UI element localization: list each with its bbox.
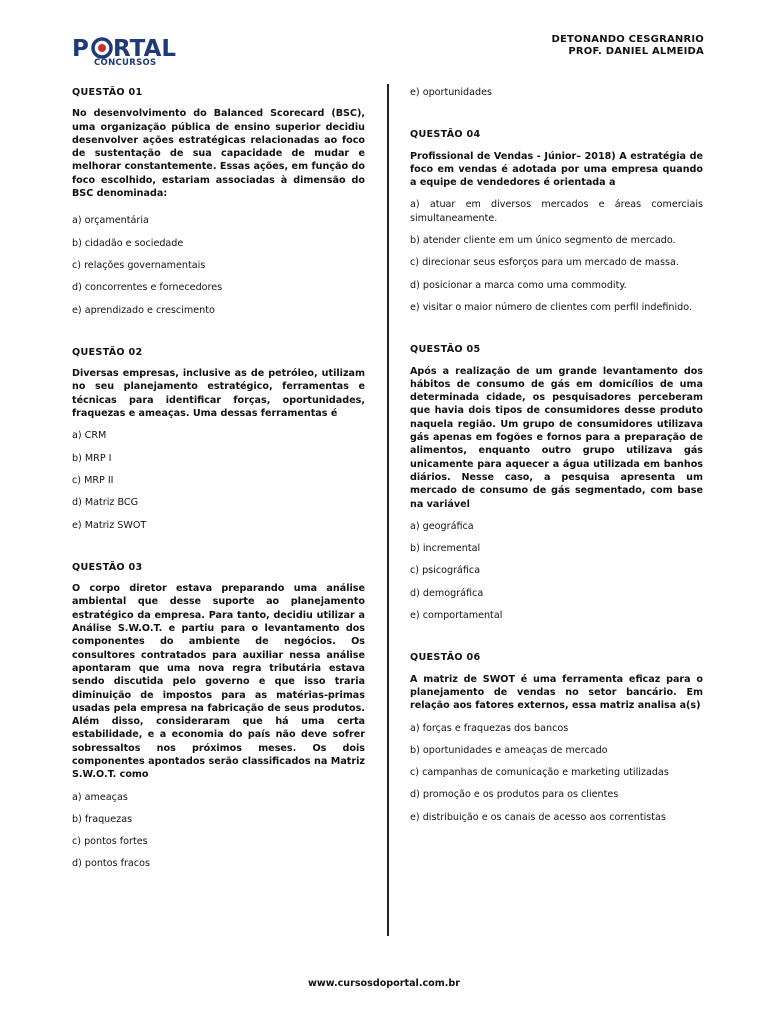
question-06 [410, 651, 703, 824]
option-b: b) oportunidades e ameaças de mercado [410, 744, 608, 756]
option-d: d) promoção e os produtos para os clientes [410, 789, 619, 801]
question-03-continued [410, 86, 703, 99]
question-05 [410, 343, 703, 622]
question-03 [72, 561, 365, 871]
teacher-name: PROF. DANIEL ALMEIDA [568, 46, 704, 57]
question-04 [410, 128, 703, 314]
column-divider [387, 84, 389, 936]
option-e: e) aprendizado e crescimento [72, 304, 215, 316]
option-a: a) orçamentária [72, 215, 149, 227]
course-title: DETONANDO CESGRANRIO [551, 34, 704, 45]
option-c: c) MRP II [72, 474, 114, 486]
question-stem: O corpo diretor estava preparando uma análise ambiental que desse suporte ao planejamento estratégico da empresa. Para tanto, decidiu utilizar a Análise S.W.O.T. e partiu para o levantamento dos componentes do ambiente de negócios. Os consultores contratados para auxiliar nessa análise apontaram que uma nova regra tributária estava sendo discutida pelo governo e que isso traria diminuição de impostos para as matérias-primas usadas pela empresa na fabricação de seus produtos. Além disso, consideraram que há uma certa estabilidade, e a economia do país não deve sofrer sobressaltos nos próximos meses. Os dois componentes apontados serão classificados na Matriz S.W.O.T. como [72, 583, 365, 781]
question-title: QUESTÃO 06 [410, 652, 481, 664]
option-e: e) visitar o maior número de clientes com perfil indefinido. [410, 301, 693, 313]
option-d: d) Matriz BCG [72, 497, 139, 509]
question-title: QUESTÃO 03 [72, 561, 143, 573]
option-a: a) geográfica [410, 520, 474, 532]
option-e: e) Matriz SWOT [72, 519, 147, 531]
question-stem: Após a realização de um grande levantamento dos hábitos de consumo de gás em domicílios de uma determinada cidade, os pesquisadores perceberam que havia dois tipos de consumidores desse produto naquela região. Um grupo de consumidores utilizava gás apenas em fogões e fornos para a preparação de alimentos, enquanto outro grupo utilizava gás unicamente para aquecer a água utilizada em banhos diários. Nesse caso, a pesquisa apresenta um mercado de consumo de gás segmentado, com base na variável [410, 365, 703, 510]
option-b: b) incremental [410, 543, 481, 555]
option-c: c) campanhas de comunicação e marketing utilizadas [410, 767, 669, 779]
option-c: c) direcionar seus esforços para um mercado de massa. [410, 257, 679, 269]
option-d: d) pontos fracos [72, 858, 150, 870]
option-e: e) oportunidades [410, 87, 493, 98]
question-stem: No desenvolvimento do Balanced Scorecard (BSC), uma organização pública de ensino superior decidiu desenvolver ações estratégicas relacionadas ao foco de sustentação de sua capacidade de mudar e melhorar constantemente. Essas ações, em função do foco escolhido, estariam associadas à dimensão do BSC denominada: [72, 108, 365, 200]
option-d: d) posicionar a marca como uma commodity. [410, 279, 627, 291]
question-title: QUESTÃO 01 [72, 87, 143, 98]
option-e: e) comportamental [410, 610, 503, 622]
option-a: a) forças e fraquezas dos bancos [410, 722, 569, 734]
svg-text:RTAL: RTAL [113, 36, 177, 62]
option-a: a) ameaças [72, 791, 128, 803]
option-b: b) atender cliente em um único segmento de mercado. [410, 235, 676, 247]
option-a: a) atuar em diversos mercados e áreas comerciais simultaneamente. [410, 199, 703, 224]
logo-subtitle: CONCURSOS [94, 58, 157, 68]
svg-text:P: P [72, 36, 89, 62]
question-stem: Profissional de Vendas - Júnior– 2018) A estratégia de foco em vendas é adotada por uma empresa quando a equipe de vendedores é orientada a [410, 150, 703, 189]
right-column [410, 86, 703, 853]
question-01 [72, 86, 365, 317]
option-c: c) relações governamentais [72, 259, 206, 271]
portal-logo [72, 34, 182, 70]
option-c: c) psicográfica [410, 565, 481, 577]
option-e: e) distribuição e os canais de acesso aos correntistas [410, 811, 666, 823]
option-b: b) cidadão e sociedade [72, 237, 184, 249]
left-column [72, 86, 365, 900]
question-stem: A matriz de SWOT é uma ferramenta eficaz para o planejamento de vendas no setor bancário. Em relação aos fatores externos, essa matriz analisa a(s) [410, 673, 703, 712]
question-02 [72, 346, 365, 532]
question-title: QUESTÃO 02 [72, 346, 143, 358]
option-b: b) MRP I [72, 452, 112, 464]
question-title: QUESTÃO 04 [410, 129, 481, 141]
option-d: d) demográfica [410, 587, 484, 599]
course-header [551, 34, 704, 58]
option-c: c) pontos fortes [72, 836, 148, 848]
question-stem: Diversas empresas, inclusive as de petróleo, utilizam no seu planejamento estratégico, ferramentas e técnicas para identificar forças, oportunidades, fraquezas e ameaças. Uma dessas ferramentas é [72, 368, 365, 420]
footer-url[interactable]: www.cursosdoportal.com.br [307, 978, 461, 989]
question-title: QUESTÃO 05 [410, 344, 481, 356]
option-b: b) fraquezas [72, 813, 133, 825]
option-a: a) CRM [72, 430, 107, 442]
option-d: d) concorrentes e fornecedores [72, 282, 223, 294]
